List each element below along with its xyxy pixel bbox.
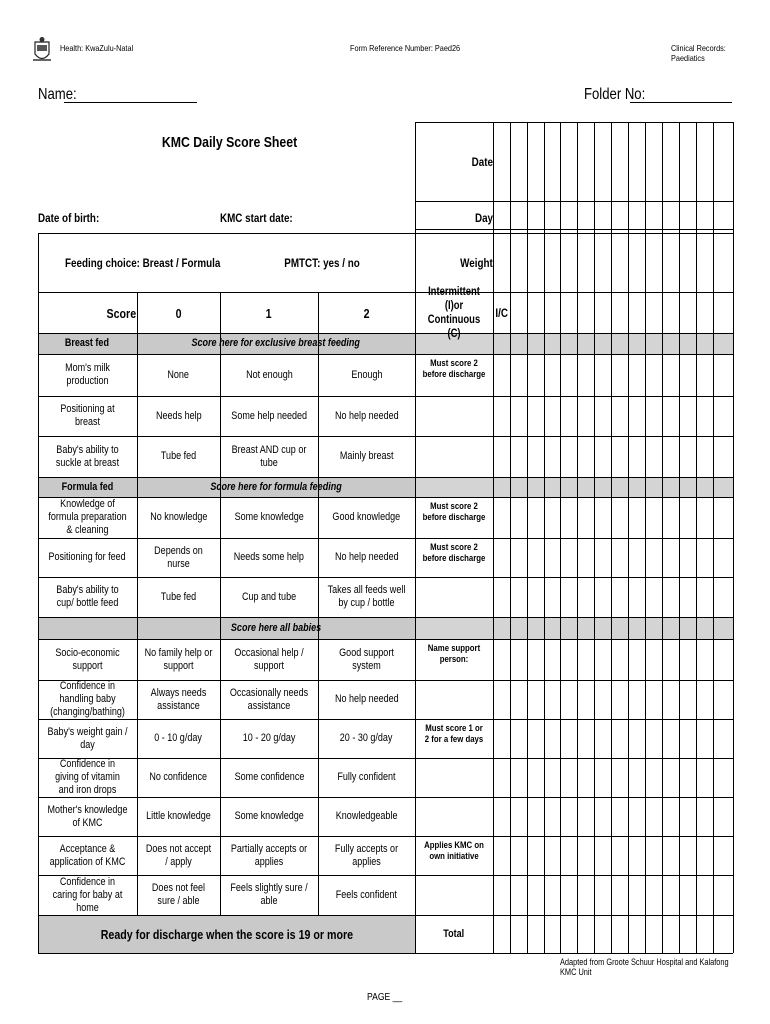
score-2-description: Good knowledge: [332, 511, 401, 523]
daily-score-cell[interactable]: [510, 639, 527, 680]
daily-score-cell[interactable]: [560, 577, 577, 617]
discharge-requirement-note: Must score 2 before discharge: [422, 501, 486, 523]
daily-score-cell[interactable]: [662, 577, 679, 617]
daily-score-cell[interactable]: [577, 354, 594, 396]
discharge-requirement-note: Must score 2 before discharge: [422, 542, 486, 564]
daily-score-cell[interactable]: [577, 719, 594, 758]
score-1-description: Not enough: [245, 368, 293, 381]
daily-score-cell[interactable]: [510, 538, 527, 577]
score-2-description: No help needed: [334, 551, 399, 563]
daily-score-cell[interactable]: [493, 719, 510, 758]
score-1-description: Partially accepts or applies: [230, 842, 308, 868]
score-label: Score: [106, 305, 136, 321]
daily-score-cell[interactable]: [594, 680, 611, 719]
criterion-label: Mother's knowledge of KMC: [47, 803, 128, 829]
daily-score-cell[interactable]: [696, 875, 713, 915]
daily-score-cell[interactable]: [493, 680, 510, 719]
daily-score-cell[interactable]: [510, 758, 527, 797]
score-2-description: Enough: [350, 368, 383, 381]
folder-label: Folder No:: [584, 86, 646, 103]
daily-score-cell[interactable]: [510, 680, 527, 719]
score-0-description: Needs help: [155, 409, 202, 422]
pmtct-label: PMTCT: yes / no: [284, 255, 361, 270]
daily-score-cell[interactable]: [493, 875, 510, 915]
daily-score-cell[interactable]: [594, 396, 611, 436]
name-label: Name:: [38, 86, 77, 103]
daily-score-cell[interactable]: [493, 538, 510, 577]
daily-score-cell[interactable]: [493, 436, 510, 477]
daily-score-cell[interactable]: [560, 436, 577, 477]
daily-score-cell[interactable]: [645, 497, 662, 538]
daily-score-cell[interactable]: [696, 758, 713, 797]
daily-score-cell[interactable]: [611, 875, 628, 915]
daily-score-cell[interactable]: [577, 875, 594, 915]
score-1-description: Breast AND cup or tube: [231, 443, 307, 469]
formula-section-day-shade: [415, 477, 733, 497]
score-1-description: Feels slightly sure / able: [230, 882, 308, 907]
daily-score-cell[interactable]: [696, 436, 713, 477]
daily-score-cell[interactable]: [510, 875, 527, 915]
daily-score-cell[interactable]: [713, 354, 733, 396]
daily-score-cell[interactable]: [594, 354, 611, 396]
daily-score-cell[interactable]: [611, 577, 628, 617]
daily-score-cell[interactable]: [662, 719, 679, 758]
score-0-description: Tube fed: [160, 450, 197, 462]
score-0-description: None: [167, 368, 190, 381]
daily-score-cell[interactable]: [527, 680, 544, 719]
score-0-description: Tube fed: [160, 590, 197, 603]
criterion-label: Baby's weight gain / day: [47, 725, 128, 751]
daily-score-cell[interactable]: [493, 836, 510, 875]
criterion-label: Mom's milk production: [65, 362, 110, 387]
daily-score-cell[interactable]: [527, 639, 544, 680]
daily-score-cell[interactable]: [527, 758, 544, 797]
sheet-title: KMC Daily Score Sheet: [162, 133, 298, 151]
feeding-choice-label: Feeding choice: Breast / Formula: [65, 255, 221, 270]
discharge-requirement-note: [415, 758, 493, 797]
daily-score-cell[interactable]: [510, 797, 527, 836]
ic-header: I/C: [495, 305, 508, 320]
daily-score-cell[interactable]: [577, 797, 594, 836]
score-2-header: 2: [363, 305, 370, 321]
score-0-header: 0: [175, 305, 182, 321]
score-2-description: Fully accepts or applies: [334, 842, 399, 868]
daily-score-cell[interactable]: [527, 719, 544, 758]
daily-score-cell[interactable]: [628, 577, 645, 617]
daily-score-cell[interactable]: [527, 797, 544, 836]
daily-score-cell[interactable]: [662, 797, 679, 836]
daily-score-cell[interactable]: [510, 396, 527, 436]
daily-score-cell[interactable]: [577, 396, 594, 436]
daily-score-cell[interactable]: [544, 680, 560, 719]
criterion-label: Knowledge of formula preparation & cleaning: [48, 498, 127, 536]
daily-score-cell[interactable]: [696, 639, 713, 680]
daily-score-cell[interactable]: [628, 497, 645, 538]
daily-score-cell[interactable]: [713, 836, 733, 875]
daily-score-cell[interactable]: [662, 396, 679, 436]
daily-score-cell[interactable]: [696, 719, 713, 758]
daily-score-cell[interactable]: [628, 538, 645, 577]
daily-score-cell[interactable]: [544, 354, 560, 396]
daily-score-cell[interactable]: [560, 538, 577, 577]
discharge-requirement-note: [415, 396, 493, 436]
daily-score-cell[interactable]: [662, 497, 679, 538]
daily-score-cell[interactable]: [527, 354, 544, 396]
score-0-description: Always needs assistance: [150, 686, 207, 712]
daily-score-cell[interactable]: [611, 680, 628, 719]
daily-score-cell[interactable]: [628, 719, 645, 758]
daily-score-cell[interactable]: [679, 758, 696, 797]
daily-score-cell[interactable]: [628, 354, 645, 396]
daily-score-cell[interactable]: [628, 639, 645, 680]
daily-score-cell[interactable]: [662, 875, 679, 915]
discharge-requirement-note: [415, 577, 493, 617]
daily-score-cell[interactable]: [713, 797, 733, 836]
daily-score-cell[interactable]: [679, 577, 696, 617]
daily-score-cell[interactable]: [577, 577, 594, 617]
daily-score-cell[interactable]: [713, 396, 733, 436]
daily-score-cell[interactable]: [662, 354, 679, 396]
daily-score-cell[interactable]: [527, 836, 544, 875]
header-form-reference: Form Reference Number: Paed26: [350, 43, 461, 53]
daily-score-cell[interactable]: [645, 836, 662, 875]
header-records-category: Clinical Records: Paediatics: [671, 43, 726, 63]
daily-score-cell[interactable]: [713, 875, 733, 915]
daily-score-cell[interactable]: [645, 436, 662, 477]
score-2-description: Takes all feeds well by cup / bottle: [327, 584, 406, 609]
daily-score-cell[interactable]: [594, 719, 611, 758]
daily-score-cell[interactable]: [493, 758, 510, 797]
discharge-requirement-note: Must score 1 or 2 for a few days: [424, 723, 484, 745]
score-2-description: No help needed: [334, 693, 399, 705]
all-babies-section-subtitle: Score here all babies: [230, 621, 322, 634]
daily-score-cell[interactable]: [594, 497, 611, 538]
daily-score-cell[interactable]: [611, 719, 628, 758]
daily-score-cell[interactable]: [577, 680, 594, 719]
score-1-description: 10 - 20 g/day: [242, 732, 296, 744]
score-1-description: Cup and tube: [241, 590, 297, 603]
daily-score-cell[interactable]: [713, 758, 733, 797]
daily-score-cell[interactable]: [544, 396, 560, 436]
score-0-description: Little knowledge: [146, 810, 211, 822]
daily-score-cell[interactable]: [560, 797, 577, 836]
daily-score-cell[interactable]: [560, 354, 577, 396]
daily-score-cell[interactable]: [544, 436, 560, 477]
daily-score-cell[interactable]: [544, 538, 560, 577]
daily-score-cell[interactable]: [696, 396, 713, 436]
score-1-description: Some confidence: [234, 771, 304, 783]
daily-score-cell[interactable]: [544, 497, 560, 538]
daily-score-cell[interactable]: [713, 538, 733, 577]
daily-score-cell[interactable]: [611, 639, 628, 680]
daily-score-cell[interactable]: [527, 577, 544, 617]
breast-fed-section-subtitle: Score here for exclusive breast feeding: [191, 337, 361, 349]
folder-number-field[interactable]: [630, 102, 732, 103]
adaptation-credit: Adapted from Groote Schuur Hospital and Kalafong KMC Unit: [560, 957, 729, 977]
daily-score-cell[interactable]: [679, 836, 696, 875]
daily-score-cell[interactable]: [611, 836, 628, 875]
criterion-label: Positioning for feed: [48, 551, 127, 563]
daily-score-cell[interactable]: [628, 836, 645, 875]
daily-score-cell[interactable]: [628, 758, 645, 797]
discharge-requirement-note: Name support person:: [427, 643, 481, 665]
daily-score-cell[interactable]: [594, 538, 611, 577]
daily-score-cell[interactable]: [611, 497, 628, 538]
daily-score-cell[interactable]: [662, 758, 679, 797]
daily-score-cell[interactable]: [560, 758, 577, 797]
daily-score-cell[interactable]: [611, 354, 628, 396]
daily-score-cell[interactable]: [560, 639, 577, 680]
daily-score-cell[interactable]: [628, 875, 645, 915]
daily-score-cell[interactable]: [594, 875, 611, 915]
daily-score-cell[interactable]: [645, 538, 662, 577]
score-2-description: Good support system: [339, 646, 394, 672]
daily-score-cell[interactable]: [611, 396, 628, 436]
daily-score-cell[interactable]: [679, 719, 696, 758]
daily-score-cell[interactable]: [510, 436, 527, 477]
daily-score-cell[interactable]: [611, 797, 628, 836]
daily-score-cell[interactable]: [645, 875, 662, 915]
daily-score-cell[interactable]: [645, 354, 662, 396]
daily-score-cell[interactable]: [544, 719, 560, 758]
score-0-description: Does not accept / apply: [145, 842, 212, 868]
score-0-description: Depends on nurse: [154, 544, 203, 570]
daily-score-cell[interactable]: [493, 797, 510, 836]
daily-score-cell[interactable]: [560, 836, 577, 875]
score-2-description: No help needed: [334, 409, 399, 422]
daily-score-cell[interactable]: [713, 577, 733, 617]
daily-score-cell[interactable]: [662, 538, 679, 577]
criterion-label: Baby's ability to suckle at breast: [55, 443, 120, 469]
daily-score-cell[interactable]: [493, 577, 510, 617]
discharge-threshold-note: Ready for discharge when the score is 19 or more: [100, 926, 353, 942]
score-1-description: Occasional help / support: [234, 646, 304, 672]
daily-score-cell[interactable]: [544, 758, 560, 797]
daily-score-cell[interactable]: [628, 680, 645, 719]
score-1-description: Occasionally needs assistance: [229, 686, 309, 712]
discharge-requirement-note: [415, 875, 493, 915]
grid-hline: [415, 122, 733, 123]
name-field[interactable]: [64, 102, 197, 103]
daily-score-cell[interactable]: [679, 497, 696, 538]
grid-hline: [38, 953, 733, 954]
daily-score-cell[interactable]: [594, 797, 611, 836]
daily-score-cell[interactable]: [527, 538, 544, 577]
daily-score-cell[interactable]: [594, 836, 611, 875]
daily-score-cell[interactable]: [696, 836, 713, 875]
daily-score-cell[interactable]: [679, 875, 696, 915]
daily-score-cell[interactable]: [560, 396, 577, 436]
score-1-description: Some knowledge: [234, 810, 304, 822]
daily-score-cell[interactable]: [544, 875, 560, 915]
score-0-description: No confidence: [149, 771, 208, 783]
daily-score-cell[interactable]: [696, 797, 713, 836]
daily-score-cell[interactable]: [645, 719, 662, 758]
daily-score-cell[interactable]: [560, 719, 577, 758]
daily-score-cell[interactable]: [527, 436, 544, 477]
score-1-description: Some help needed: [231, 409, 307, 422]
daily-score-cell[interactable]: [611, 758, 628, 797]
criterion-label: Confidence in caring for baby at home: [52, 875, 123, 914]
criterion-label: Acceptance & application of KMC: [49, 842, 126, 868]
date-of-birth-label: Date of birth:: [38, 210, 100, 225]
daily-score-cell[interactable]: [628, 396, 645, 436]
score-0-description: Does not feel sure / able: [151, 882, 206, 907]
daily-score-cell[interactable]: [493, 639, 510, 680]
daily-score-cell[interactable]: [560, 875, 577, 915]
daily-score-cell[interactable]: [662, 436, 679, 477]
score-0-description: 0 - 10 g/day: [154, 732, 203, 744]
daily-score-cell[interactable]: [713, 497, 733, 538]
daily-score-cell[interactable]: [611, 538, 628, 577]
grid-vline: [733, 122, 734, 953]
kmc-start-date-label: KMC start date:: [220, 210, 293, 225]
discharge-requirement-note: [415, 680, 493, 719]
daily-score-cell[interactable]: [645, 680, 662, 719]
intermittent-continuous-header: Intermittent (I)or Continuous (C): [427, 286, 481, 340]
daily-score-cell[interactable]: [696, 354, 713, 396]
daily-score-cell[interactable]: [594, 639, 611, 680]
daily-score-cell[interactable]: [645, 797, 662, 836]
criterion-label: Socio-economic support: [55, 646, 120, 672]
daily-score-cell[interactable]: [544, 639, 560, 680]
daily-score-cell[interactable]: [696, 538, 713, 577]
daily-score-cell[interactable]: [645, 396, 662, 436]
discharge-requirement-note: [415, 797, 493, 836]
all-section-day-shade: [415, 617, 733, 639]
daily-score-cell[interactable]: [679, 396, 696, 436]
daily-score-cell[interactable]: [577, 436, 594, 477]
daily-score-cell[interactable]: [679, 797, 696, 836]
score-2-description: Feels confident: [335, 888, 398, 901]
daily-score-cell[interactable]: [628, 797, 645, 836]
score-1-description: Some knowledge: [234, 511, 304, 523]
daily-score-cell[interactable]: [645, 639, 662, 680]
daily-score-cell[interactable]: [527, 875, 544, 915]
formula-fed-section-title: Formula fed: [61, 480, 113, 493]
day-row-label: Day: [474, 210, 493, 225]
daily-score-cell[interactable]: [611, 436, 628, 477]
daily-score-cell[interactable]: [696, 497, 713, 538]
page-number: PAGE __: [367, 992, 403, 1003]
score-0-description: No family help or support: [144, 646, 213, 672]
daily-score-cell[interactable]: [510, 497, 527, 538]
score-0-description: No knowledge: [149, 511, 208, 523]
discharge-requirement-note: [415, 436, 493, 477]
daily-score-cell[interactable]: [679, 354, 696, 396]
daily-score-cell[interactable]: [577, 758, 594, 797]
daily-score-cell[interactable]: [510, 719, 527, 758]
score-2-description: Fully confident: [337, 771, 396, 783]
daily-score-cell[interactable]: [560, 680, 577, 719]
daily-score-cell[interactable]: [645, 577, 662, 617]
daily-score-cell[interactable]: [493, 354, 510, 396]
daily-score-cell[interactable]: [713, 719, 733, 758]
breast-fed-section-title: Breast fed: [64, 337, 110, 349]
discharge-requirement-note: Must score 2 before discharge: [422, 358, 486, 380]
daily-score-cell[interactable]: [679, 639, 696, 680]
daily-score-cell[interactable]: [527, 396, 544, 436]
daily-score-cell[interactable]: [493, 396, 510, 436]
score-1-description: Needs some help: [233, 551, 305, 563]
header-department: Health: KwaZulu-Natal: [60, 43, 134, 53]
score-2-description: Knowledgeable: [335, 810, 398, 822]
daily-score-cell[interactable]: [493, 497, 510, 538]
daily-score-cell[interactable]: [577, 497, 594, 538]
daily-score-cell[interactable]: [662, 680, 679, 719]
provincial-crest-logo: [33, 36, 51, 64]
grid-hline: [415, 201, 733, 202]
daily-score-cell[interactable]: [662, 639, 679, 680]
daily-score-cell[interactable]: [696, 680, 713, 719]
daily-score-cell[interactable]: [679, 538, 696, 577]
score-2-description: Mainly breast: [339, 450, 394, 462]
daily-score-cell[interactable]: [713, 639, 733, 680]
score-2-description: 20 - 30 g/day: [340, 732, 393, 744]
daily-score-cell[interactable]: [544, 836, 560, 875]
formula-fed-section-subtitle: Score here for formula feeding: [210, 480, 342, 493]
total-label: Total: [443, 927, 465, 940]
daily-score-cell[interactable]: [527, 497, 544, 538]
daily-score-cell[interactable]: [510, 354, 527, 396]
daily-score-cell[interactable]: [628, 436, 645, 477]
grid-hline: [415, 229, 733, 230]
daily-score-cell[interactable]: [577, 639, 594, 680]
score-1-header: 1: [266, 305, 272, 321]
daily-score-cell[interactable]: [679, 436, 696, 477]
daily-score-cell[interactable]: [510, 836, 527, 875]
daily-score-cell[interactable]: [560, 497, 577, 538]
daily-score-cell[interactable]: [577, 538, 594, 577]
daily-score-cell[interactable]: [594, 577, 611, 617]
daily-score-cell[interactable]: [577, 836, 594, 875]
criterion-label: Positioning at breast: [60, 403, 115, 428]
daily-score-cell[interactable]: [645, 758, 662, 797]
daily-score-cell[interactable]: [662, 836, 679, 875]
date-row-label: Date: [471, 154, 493, 169]
daily-score-cell[interactable]: [713, 436, 733, 477]
daily-score-cell[interactable]: [696, 577, 713, 617]
weight-row-label: Weight: [460, 255, 493, 270]
daily-score-cell[interactable]: [510, 577, 527, 617]
criterion-label: Confidence in giving of vitamin and iron drops: [55, 758, 120, 796]
daily-score-cell[interactable]: [594, 758, 611, 797]
daily-score-cell[interactable]: [594, 436, 611, 477]
daily-score-cell[interactable]: [544, 797, 560, 836]
criterion-label: Confidence in handling baby (changing/bathing): [50, 680, 125, 718]
daily-score-cell[interactable]: [679, 680, 696, 719]
daily-score-cell[interactable]: [544, 577, 560, 617]
daily-score-cell[interactable]: [713, 680, 733, 719]
criterion-label: Baby's ability to cup/ bottle feed: [56, 584, 119, 609]
discharge-requirement-note: Applies KMC on own initiative: [424, 840, 484, 862]
